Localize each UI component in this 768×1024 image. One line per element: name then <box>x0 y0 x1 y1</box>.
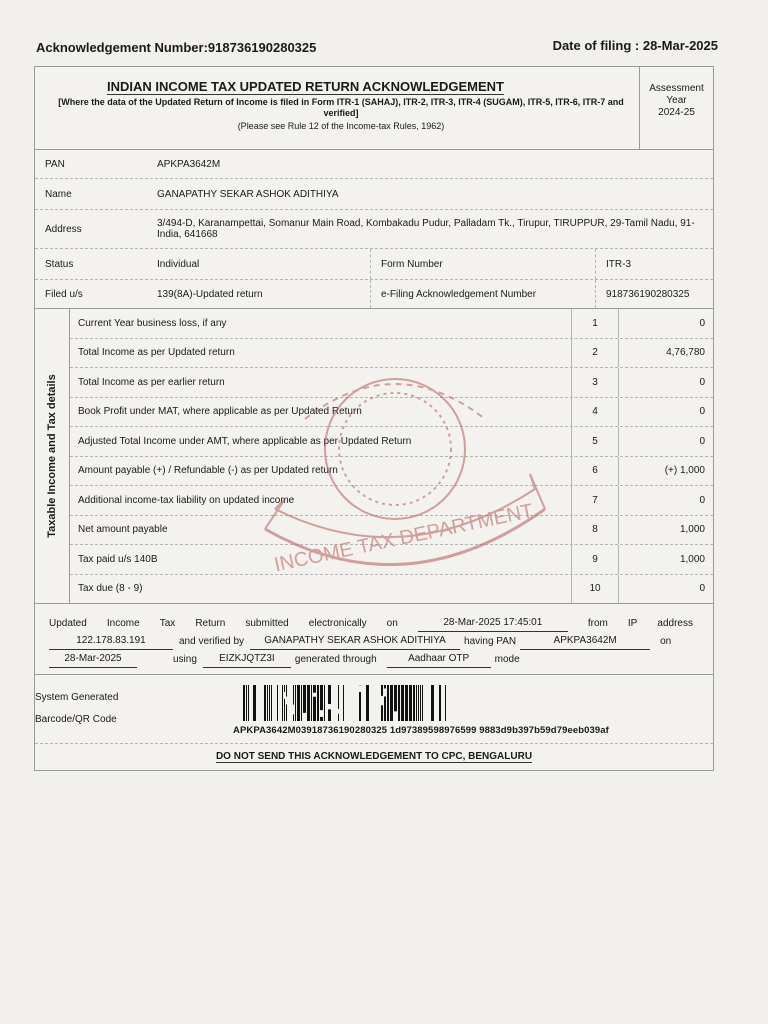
status-value: Individual <box>145 249 371 279</box>
acknowledgement-number <box>36 40 316 55</box>
footer-notice-text: DO NOT SEND THIS ACKNOWLEDGEMENT TO CPC, BENGALURU <box>215 751 533 762</box>
ay-label-2: Year <box>666 95 687 106</box>
tax-row-label: Total Income as per Updated return <box>78 347 235 359</box>
rule-note: (Please see Rule 12 of the Income-tax Rules, 1962) <box>237 121 445 131</box>
barcode-text: APKPA3642M03918736190280325 1d97389598976599 9883d9b397b59d79eeb039af <box>233 725 609 736</box>
ver-word: having PAN <box>464 636 517 647</box>
tax-row-number: 8 <box>571 516 618 545</box>
barcode-bar <box>343 685 344 721</box>
tax-details-section <box>35 309 713 604</box>
tax-row-number: 4 <box>571 398 618 427</box>
barcode-bar <box>387 685 389 721</box>
barcode-gap <box>286 697 287 705</box>
ay-value: 2024-25 <box>658 107 695 118</box>
ver-word: on <box>386 618 398 629</box>
tax-row <box>70 398 713 428</box>
submission-datetime: 28-Mar-2025 17:45:01 <box>418 614 568 632</box>
barcode-bar <box>297 685 300 721</box>
verifier-name: GANAPATHY SEKAR ASHOK ADITHIYA <box>250 632 460 650</box>
date-value: 28-Mar-2025 <box>642 38 718 53</box>
barcode-label-2: Barcode/QR Code <box>35 714 117 725</box>
tax-row-label: Tax paid u/s 140B <box>78 553 158 565</box>
barcode-bar <box>338 685 339 721</box>
barcode-bar <box>243 685 245 721</box>
verification-section <box>35 604 713 675</box>
barcode-bar <box>284 685 285 721</box>
tax-row-label: Tax due (8 - 9) <box>78 583 143 595</box>
ver-word: mode <box>494 654 520 665</box>
barcode-section <box>35 675 713 744</box>
ip-address: 122.178.83.191 <box>49 632 173 650</box>
status-label: Status <box>45 258 74 270</box>
address-value: 3/494-D, Karanampettai, Somanur Main Road, Kombakadu Pudur, Palladam Tk., Tirupur, TIRUPPUR, 29-Tamil Nadu, 91-India, 641668 <box>157 218 695 240</box>
tax-row <box>70 427 713 457</box>
verifier-pan: APKPA3642M <box>520 632 650 650</box>
barcode-gap <box>394 711 397 721</box>
barcode-gap <box>328 704 331 709</box>
tax-row-value: 0 <box>618 427 713 456</box>
form-number-label: Form Number <box>371 249 596 279</box>
name-row <box>35 179 713 210</box>
barcode-gap <box>313 693 316 697</box>
address-label: Address <box>45 223 82 235</box>
pan-row <box>35 150 713 179</box>
barcode-bar <box>431 685 434 721</box>
barcode-bar <box>409 685 412 721</box>
barcode-bar <box>405 685 408 721</box>
tax-row-label: Net amount payable <box>78 524 168 536</box>
filed-label: Filed u/s <box>45 288 83 300</box>
barcode-bar <box>445 685 446 721</box>
barcode-bar <box>301 685 302 721</box>
barcode-bar <box>416 685 417 721</box>
barcode-bar <box>313 685 316 721</box>
barcode-gap <box>303 713 306 721</box>
document-title: INDIAN INCOME TAX UPDATED RETURN ACKNOWLEDGEMENT <box>107 79 504 94</box>
seal-text: INCOME TAX DEPARTMENT <box>272 499 536 577</box>
barcode-bar <box>422 685 423 721</box>
barcode-gap <box>359 685 361 692</box>
ver-word: Tax <box>159 618 176 629</box>
barcode-bar <box>311 685 312 721</box>
tax-row <box>70 368 713 398</box>
ver-word: Return <box>195 618 226 629</box>
tax-row-label: Total Income as per earlier return <box>78 376 225 388</box>
barcode-bar <box>253 685 256 721</box>
ver-word: Income <box>106 618 140 629</box>
tax-row-value: (+) 1,000 <box>618 457 713 486</box>
ack-label: Acknowledgement Number: <box>36 40 208 55</box>
ver-word: submitted <box>245 618 289 629</box>
tax-row-number: 9 <box>571 545 618 574</box>
tax-row <box>70 457 713 487</box>
tax-row <box>70 309 713 339</box>
barcode-bar <box>248 685 249 721</box>
pan-label: PAN <box>45 158 65 170</box>
barcode-bar <box>324 685 325 721</box>
tax-row <box>70 339 713 369</box>
barcode-bar <box>264 685 266 721</box>
barcode-label-1: System Generated <box>35 692 119 703</box>
tax-rows <box>70 309 713 603</box>
barcode-bar <box>277 685 278 721</box>
ver-word: generated through <box>294 654 377 665</box>
tax-row-label: Additional income-tax liability on updated income <box>78 494 295 506</box>
tax-row-label: Amount payable (+) / Refundable (-) as per Updated return <box>78 465 338 477</box>
barcode-gap <box>320 710 323 717</box>
tax-row <box>70 486 713 516</box>
barcode-gap <box>284 692 285 699</box>
tax-row-value: 1,000 <box>618 516 713 545</box>
filed-value: 139(8A)-Updated return <box>145 280 371 308</box>
ver-word: from <box>587 618 608 629</box>
tax-row <box>70 575 713 604</box>
barcode-bar <box>439 685 441 721</box>
barcode-bar <box>282 685 283 721</box>
tax-side-label: Taxable Income and Tax details <box>46 374 58 538</box>
form-number-value: ITR-3 <box>606 258 631 270</box>
verification-code: EIZKJQTZ3I <box>203 650 291 668</box>
tax-row-value: 0 <box>618 575 713 604</box>
barcode-bar <box>246 685 247 721</box>
address-row <box>35 210 713 249</box>
acknowledgement-document <box>34 66 714 771</box>
tax-row-value: 4,76,780 <box>618 339 713 368</box>
barcode-bar <box>401 685 404 721</box>
date-label: Date of filing : <box>552 38 643 53</box>
tax-row-label: Adjusted Total Income under AMT, where applicable as per Updated Return <box>78 435 412 447</box>
barcode-gap <box>384 688 386 696</box>
date-of-filing <box>553 38 718 53</box>
barcode-bar <box>413 685 415 721</box>
tax-row-number: 1 <box>571 309 618 338</box>
barcode-bar <box>366 685 369 721</box>
name-label: Name <box>45 188 72 200</box>
tax-row <box>70 516 713 546</box>
barcode-label <box>35 687 118 731</box>
tax-row-number: 3 <box>571 368 618 397</box>
ver-word: electronically <box>308 618 367 629</box>
document-header <box>35 67 713 150</box>
ver-word: IP <box>627 618 638 629</box>
qr-barcode-image <box>243 685 449 721</box>
barcode-gap <box>381 696 383 705</box>
barcode-gap <box>338 709 339 714</box>
filed-row <box>35 280 713 309</box>
assessment-year-box <box>639 67 713 149</box>
barcode-bar <box>398 685 400 721</box>
verification-date: 28-Mar-2025 <box>49 650 137 668</box>
tax-row-label: Current Year business loss, if any <box>78 317 227 329</box>
tax-row-label: Book Profit under MAT, where applicable as per Updated Return <box>78 406 362 418</box>
tax-row <box>70 545 713 575</box>
tax-row-value: 0 <box>618 486 713 515</box>
footer-notice <box>35 744 713 770</box>
tax-row-number: 6 <box>571 457 618 486</box>
barcode-bar <box>418 685 419 721</box>
ay-label-1: Assessment <box>649 83 704 94</box>
tax-row-value: 0 <box>618 368 713 397</box>
status-row <box>35 249 713 280</box>
efiling-label: e-Filing Acknowledgement Number <box>371 280 596 308</box>
ver-word: on <box>660 636 672 647</box>
barcode-bar <box>295 685 296 721</box>
barcode-bar <box>267 685 268 721</box>
efiling-value: 918736190280325 <box>606 288 690 300</box>
ver-word: Updated <box>49 618 87 629</box>
barcode-bar <box>293 685 294 721</box>
ver-word: using <box>173 654 197 665</box>
name-value: GANAPATHY SEKAR ASHOK ADITHIYA <box>157 188 339 200</box>
tax-row-value: 1,000 <box>618 545 713 574</box>
verification-mode: Aadhaar OTP <box>387 650 491 668</box>
tax-row-value: 0 <box>618 398 713 427</box>
document-subtitle: [Where the data of the Updated Return of Income is filed in Form ITR-1 (SAHAJ), ITR-2, ITR-3, ITR-4 (SUGAM), ITR-5, ITR-6, ITR-7 and verified] <box>58 97 624 118</box>
tax-row-value: 0 <box>618 309 713 338</box>
barcode-bar <box>390 685 393 721</box>
tax-side-label-cell <box>35 309 70 603</box>
barcode-bar <box>328 685 331 721</box>
ack-number: 918736190280325 <box>207 40 317 55</box>
tax-row-number: 7 <box>571 486 618 515</box>
tax-row-number: 5 <box>571 427 618 456</box>
tax-row-number: 10 <box>571 575 618 604</box>
barcode-bar <box>269 685 270 721</box>
barcode-bar <box>271 685 272 721</box>
barcode-gap <box>293 705 294 715</box>
ver-word: and verified by <box>179 636 245 647</box>
barcode-bar <box>307 685 310 721</box>
barcode-bar <box>317 685 319 721</box>
tax-row-number: 2 <box>571 339 618 368</box>
pan-value: APKPA3642M <box>157 158 221 170</box>
ver-word: address <box>657 618 693 629</box>
barcode-bar <box>420 685 421 721</box>
